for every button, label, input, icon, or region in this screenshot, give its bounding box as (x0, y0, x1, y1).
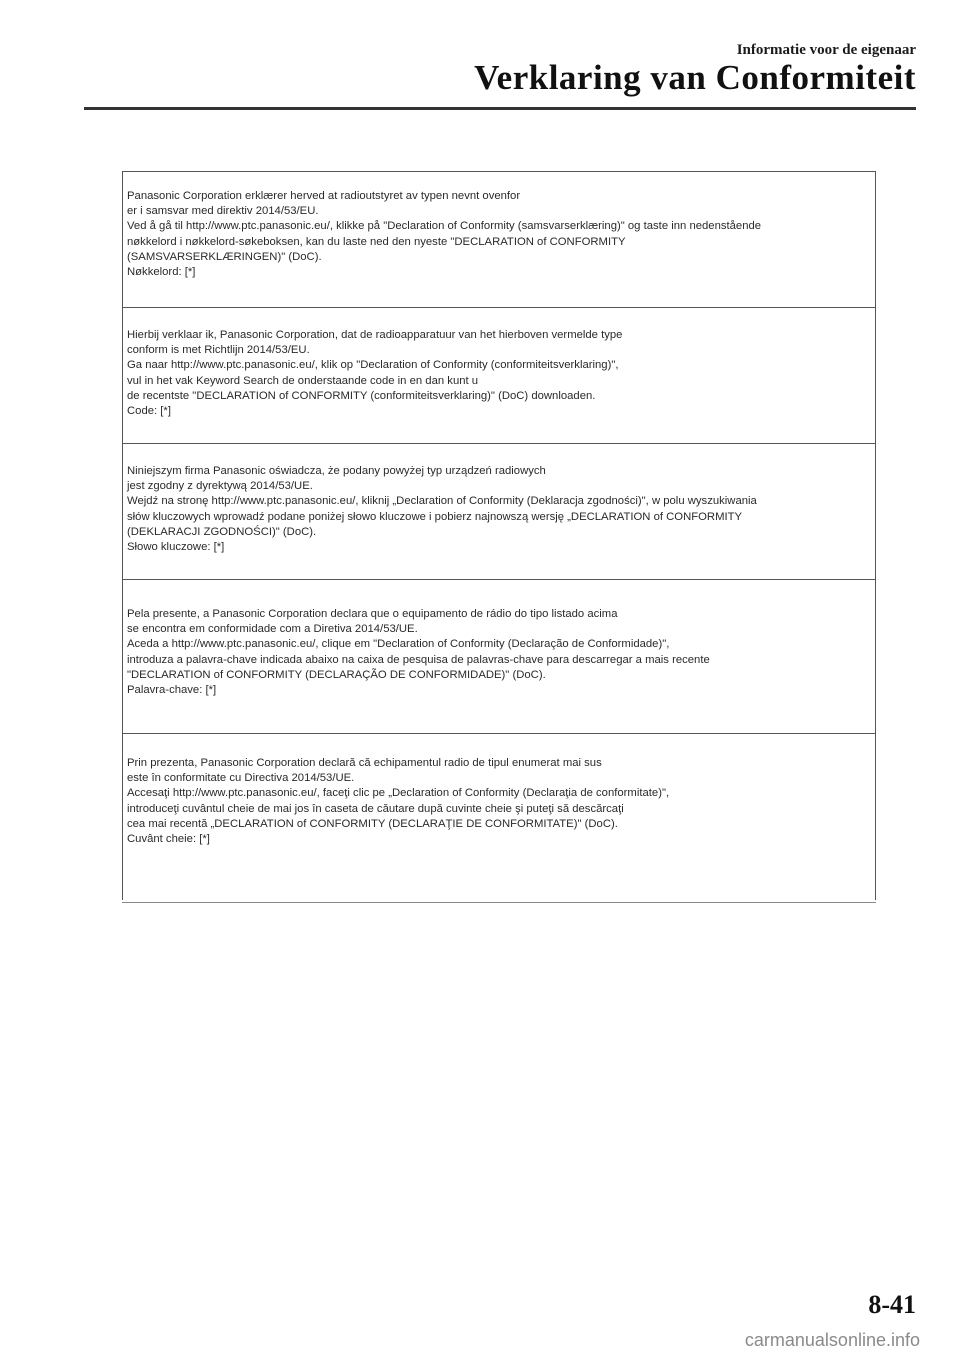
declaration-line: se encontra em conformidade com a Diretiva 2014/53/UE. (127, 623, 418, 636)
declaration-keyword: Nøkkelord: [*] (127, 266, 196, 279)
declaration-keyword: Cuvânt cheie: [*] (127, 833, 210, 846)
declaration-line: introduceţi cuvântul cheie de mai jos în caseta de căutare după cuvinte cheie şi puteţi să descărcaţi (127, 802, 624, 815)
header-divider (84, 107, 916, 110)
declaration-romanian (123, 734, 875, 900)
declaration-line: Pela presente, a Panasonic Corporation declara que o equipamento de rádio do tipo listado acima (127, 608, 618, 620)
declaration-line: (DEKLARACJI ZGODNOŚCI)" (DoC). (127, 525, 317, 538)
declaration-line: este în conformitate cu Directiva 2014/53/UE. (127, 772, 355, 785)
declaration-line: (SAMSVARSERKLÆRINGEN)" (DoC). (127, 250, 322, 263)
declaration-line: introduza a palavra-chave indicada abaixo na caixa de pesquisa de palavras-chave para descarregar a mais recente (127, 653, 710, 666)
declaration-keyword: Słowo kluczowe: [*] (127, 541, 225, 554)
declaration-line: er i samsvar med direktiv 2014/53/EU. (127, 205, 319, 218)
page-number: 8-41 (868, 1290, 916, 1319)
declaration-line: Wejdź na stronę http://www.ptc.panasonic.eu/, kliknij „Declaration of Conformity (Deklaracja zgodności)", w polu wyszukiwania (127, 495, 757, 508)
declaration-dutch (123, 308, 875, 444)
page-title: Verklaring van Conformiteit (474, 58, 916, 97)
declaration-polish (123, 444, 875, 580)
declaration-keyword: Code: [*] (127, 405, 171, 418)
declaration-keyword: Palavra-chave: [*] (127, 684, 217, 697)
conformity-declarations (122, 171, 876, 900)
declaration-line: Aceda a http://www.ptc.panasonic.eu/, clique em "Declaration of Conformity (Declaração de Conformidade)", (127, 638, 670, 651)
declaration-line: jest zgodny z dyrektywą 2014/53/UE. (127, 480, 313, 493)
declaration-line: Ved å gå til http://www.ptc.panasonic.eu/, klikke på "Declaration of Conformity (samsvarserklæring)" og taste inn nedenstående (127, 220, 762, 233)
declaration-line: "DECLARATION of CONFORMITY (DECLARAÇÃO DE CONFORMIDADE)" (DoC). (127, 668, 546, 681)
declaration-line: conform is met Richtlijn 2014/53/EU. (127, 344, 310, 357)
declaration-line: Panasonic Corporation erklærer herved at radioutstyret av typen nevnt ovenfor (127, 190, 521, 202)
declaration-line: Ga naar http://www.ptc.panasonic.eu/, klik op "Declaration of Conformity (conformiteitsverklaring)", (127, 359, 619, 372)
declaration-line: Hierbij verklaar ik, Panasonic Corporation, dat de radioapparatuur van het hierboven vermelde type (127, 329, 623, 341)
declaration-line: nøkkelord i nøkkelord-søkeboksen, kan du laste ned den nyeste "DECLARATION of CONFORMITY (127, 235, 626, 248)
declaration-line: vul in het vak Keyword Search de onderstaande code in en dan kunt u (127, 374, 479, 387)
declaration-line: cea mai recentă „DECLARATION of CONFORMITY (DECLARAŢIE DE CONFORMITATE)" (DoC). (127, 817, 618, 830)
declaration-line: Niniejszym firma Panasonic oświadcza, że podany powyżej typ urządzeń radiowych (127, 465, 546, 477)
site-watermark: carmanualsonline.info (744, 1330, 920, 1350)
declaration-norwegian (123, 172, 875, 308)
declaration-portuguese (123, 580, 875, 734)
declaration-line: Accesaţi http://www.ptc.panasonic.eu/, faceţi clic pe „Declaration of Conformity (Declaraţia de conformitate)", (127, 787, 670, 800)
declaration-line: słów kluczowych wprowadź podane poniżej słowo kluczowe i pobierz najnowszą wersję „DECLARATION of CONFORMITY (127, 510, 743, 523)
header-section-label: Informatie voor de eigenaar (736, 42, 916, 58)
declaration-line: Prin prezenta, Panasonic Corporation declară că echipamentul radio de tipul enumerat mai sus (127, 757, 602, 769)
declaration-line: de recentste "DECLARATION of CONFORMITY (conformiteitsverklaring)" (DoC) downloaden. (127, 389, 596, 402)
box-bottom-rule (122, 902, 876, 903)
